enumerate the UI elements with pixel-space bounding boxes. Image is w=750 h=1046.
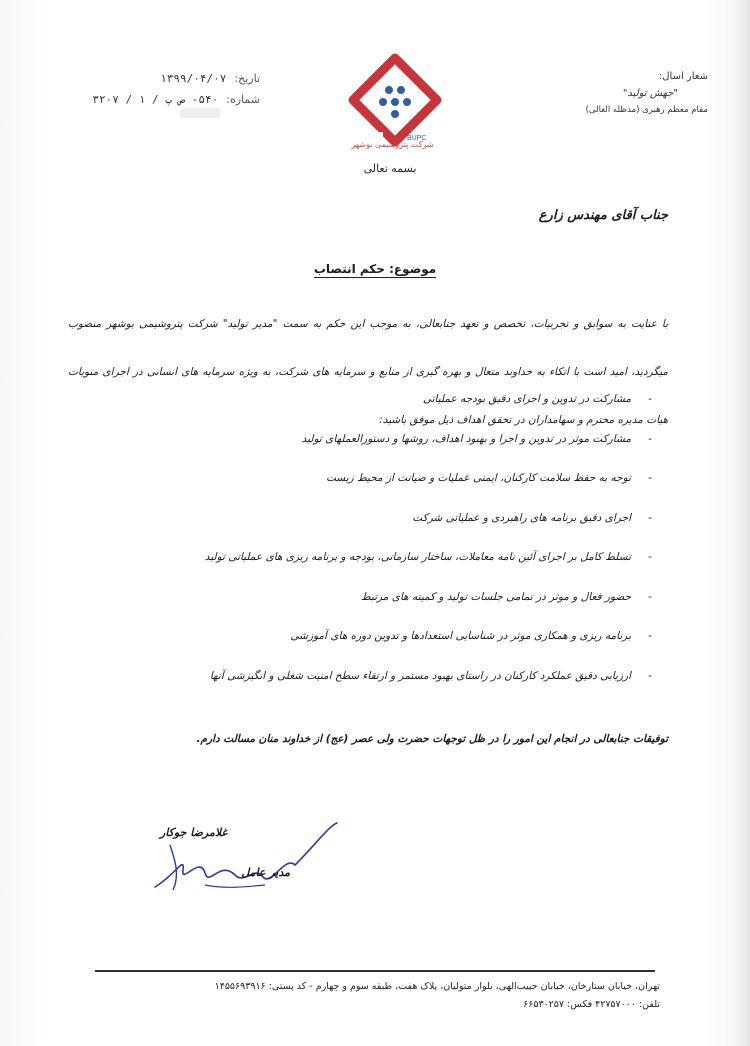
list-item-text: توجه به حفظ سلامت کارکنان، ایمنی عملیات و صیانت از محیط زیست — [326, 472, 631, 484]
list-item-text: مشارکت در تدوین و اجرای دقیق بودجه عملیاتی — [422, 393, 631, 405]
number-label: شماره: — [226, 93, 260, 106]
footer-address: تهران، خیابان ستارخان، خیابان حبیب‌الهی، بلوار متولیان، پلاک هفت، طبقه سوم و چهارم - کد پستی: ۱۴۵۵۶۹۳۹۱۶ — [214, 981, 660, 992]
list-item-text: مشارکت موثر در تدوین و اجرا و بهبود اهداف، روشها و دستورالعملهای تولید — [301, 432, 631, 445]
footer — [100, 978, 660, 1014]
reference-block — [80, 68, 260, 110]
list-item: - برنامه ریزی و همکاری موثر در شناسایی استعدادها و تدوین دوره های آموزشی — [95, 625, 655, 665]
logo-text: BUPC — [407, 135, 427, 142]
goals-list — [95, 388, 655, 704]
date-value: ۱۳۹۹/۰۴/۰۷ — [160, 72, 227, 85]
company-caption: شرکت پتروشیمی بوشهر — [351, 140, 434, 149]
list-item: - تسلط کامل بر اجرای آئین نامه معاملات، ساختار سازمانی، بودجه و برنامه ریزی های عملیاتی تولید — [95, 546, 655, 586]
list-item: - توجه به حفظ سلامت کارکنان، ایمنی عملیات و صیانت از محیط زیست — [95, 467, 655, 507]
number-row — [80, 89, 260, 110]
number-value: ۵۴۰- ص پ / ۱ / ۳۲۰۷ — [92, 93, 219, 106]
slogan-text: "جهش تولید" — [622, 88, 678, 99]
slogan-block — [538, 68, 708, 119]
closing-paragraph: توفیقات جنابعالی در انجام این امور را در ظل توجهات حضرت ولی عصر (عج) از خداوند منان مسالت دارم. — [196, 733, 668, 745]
slogan-label: شعار اسال: — [658, 71, 708, 82]
intro-paragraph: با عنایت به سوابق و تجربیات، تخصص و تعهد جنابعالی، به موجب این حکم به سمت "مدیر تولید" شرکت پتروشیمی بوشهر منصوب میگردید، امید است با اتکاء به خداوند متعال و بهره گیری از منابع و سرمایه های شرکت، به ویژه سرمایه های انسانی در اجرای منویات هیات مدیره محترم و سهامداران در تحقق اهداف ذیل موفق باشید: — [68, 318, 668, 426]
faint-stamp — [180, 108, 220, 118]
list-item-text: حضور فعال و موثر در تمامی جلسات تولید و کمیته های مرتبط — [360, 590, 631, 603]
subject-text: موضوع: حکم انتصاب — [313, 262, 437, 276]
signer-title: مدیر عامل — [241, 866, 290, 879]
list-item-text: برنامه ریزی و همکاری موثر در شناسایی استعدادها و تدوین دوره های آموزشی — [290, 630, 631, 642]
bismillah: بسمه تعالی — [363, 162, 417, 175]
list-item-text: ارزیابی دقیق عملکرد کارکنان در راستای بهبود مستمر و ارتقاء سطح امنیت شغلی و انگیزشی آنها — [209, 669, 631, 682]
addressee: جناب آقای مهندس زارع — [538, 208, 668, 223]
date-row — [80, 68, 260, 89]
list-item-text: اجرای دقیق برنامه های راهبردی و عملیاتی شرکت — [412, 511, 631, 524]
company-logo-icon — [345, 52, 445, 152]
footer-phones: تلفن: ۴۲۷۵۷۰۰۰ فکس: ۶۶۵۳۰۲۵۷ — [523, 999, 660, 1010]
subject-line — [0, 262, 750, 276]
page-edge — [736, 0, 750, 1046]
list-item: - مشارکت در تدوین و اجرای دقیق بودجه عملیاتی — [95, 388, 655, 428]
date-label: تاریخ: — [234, 72, 260, 85]
list-item: - حضور فعال و موثر در تمامی جلسات تولید و کمیته های مرتبط — [95, 586, 655, 626]
list-item: - اجرای دقیق برنامه های راهبردی و عملیاتی شرکت — [95, 507, 655, 547]
signer-name: غلامرضا جوکار — [160, 826, 228, 839]
list-item: - مشارکت موثر در تدوین و اجرا و بهبود اهداف، روشها و دستورالعملهای تولید — [95, 428, 655, 468]
footer-divider — [95, 970, 655, 972]
list-item-text: تسلط کامل بر اجرای آئین نامه معاملات، ساختار سازمانی، بودجه و برنامه ریزی های عملیاتی تولید — [204, 551, 631, 563]
slogan-attribution: مقام معظم رهبری (مدظله العالی) — [585, 105, 708, 115]
list-item: - ارزیابی دقیق عملکرد کارکنان در راستای بهبود مستمر و ارتقاء سطح امنیت شغلی و انگیزشی آنها — [95, 665, 655, 705]
